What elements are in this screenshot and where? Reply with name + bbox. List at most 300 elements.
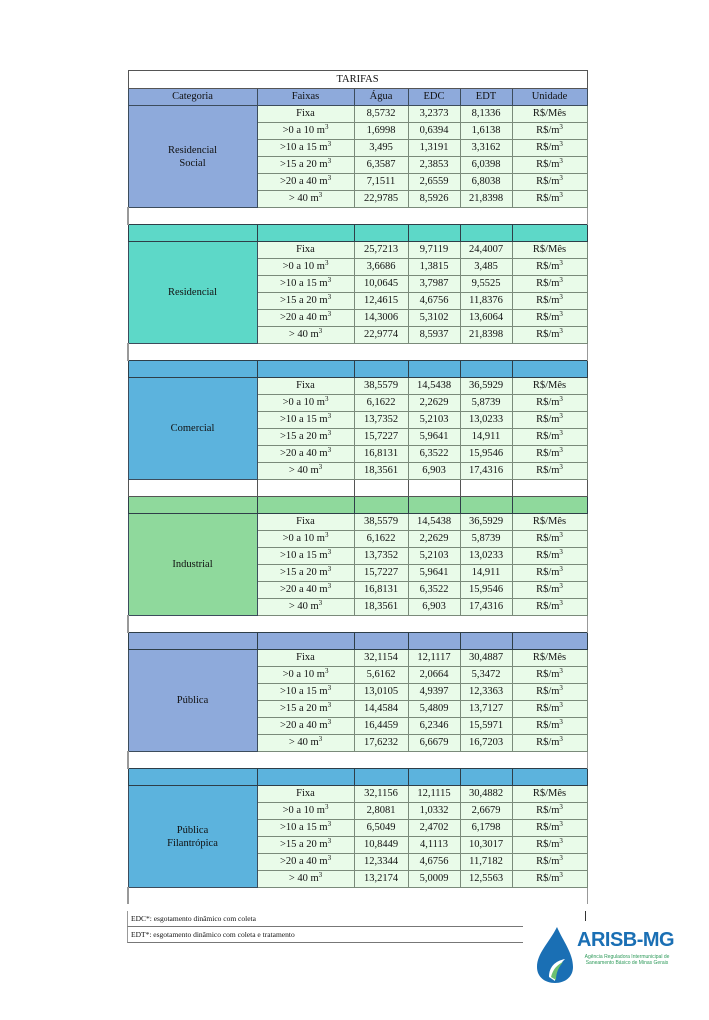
- section-band-cell: [128, 633, 257, 650]
- edc-value: 2,0664: [408, 667, 460, 684]
- unidade-label: R$/m: [536, 669, 560, 680]
- unidade-exponent: 3: [559, 276, 563, 284]
- edc-value: 5,0009: [408, 871, 460, 888]
- section-band-cell: [354, 225, 408, 242]
- unidade-label: R$/Mês: [532, 108, 567, 119]
- unidade-cell: [512, 599, 587, 616]
- faixa-cell: [257, 463, 354, 480]
- unidade-cell: [512, 531, 587, 548]
- faixa-label: >20 a 40 m: [279, 448, 328, 459]
- spacer-cell: [460, 480, 512, 497]
- edt-value: 5,3472: [460, 667, 512, 684]
- agua-value: 22,9785: [354, 191, 408, 208]
- unidade-label: R$/m: [536, 567, 560, 578]
- faixa-label: >15 a 20 m: [279, 431, 328, 442]
- faixa-exponent: 3: [324, 667, 329, 675]
- category-label: Pública: [176, 695, 209, 706]
- logo-subtitle: [577, 954, 677, 966]
- faixa-exponent: 3: [318, 191, 323, 199]
- faixa-label: >10 a 15 m: [279, 142, 328, 153]
- faixa-label: >10 a 15 m: [279, 414, 328, 425]
- faixa-label: >15 a 20 m: [279, 159, 328, 170]
- section-band-cell: [128, 225, 257, 242]
- unidade-cell: [512, 463, 587, 480]
- header-edc: EDC: [408, 89, 460, 106]
- faixa-exponent: 3: [324, 259, 329, 267]
- unidade-label: R$/m: [536, 142, 560, 153]
- table-row: [128, 106, 587, 123]
- faixa-exponent: 3: [327, 157, 332, 165]
- agua-value: 6,5049: [354, 820, 408, 837]
- faixa-cell: [257, 140, 354, 157]
- unidade-exponent: 3: [559, 854, 563, 862]
- section-band-row: [128, 497, 587, 514]
- faixa-cell: [257, 803, 354, 820]
- edt-value: 36,5929: [460, 514, 512, 531]
- unidade-exponent: 3: [559, 429, 563, 437]
- faixa-label: Fixa: [296, 380, 315, 391]
- unidade-label: R$/m: [536, 737, 560, 748]
- table-title: TARIFAS: [128, 71, 587, 89]
- agua-value: 18,3561: [354, 463, 408, 480]
- edc-value: 4,9397: [408, 684, 460, 701]
- unidade-exponent: 3: [559, 531, 563, 539]
- faixa-exponent: 3: [327, 582, 332, 590]
- faixa-exponent: 3: [327, 837, 332, 845]
- unidade-exponent: 3: [559, 446, 563, 454]
- unidade-label: R$/m: [536, 193, 560, 204]
- agua-value: 10,8449: [354, 837, 408, 854]
- unidade-cell: [512, 310, 587, 327]
- unidade-exponent: 3: [559, 735, 563, 743]
- faixa-label: >20 a 40 m: [279, 720, 328, 731]
- section-band-cell: [408, 225, 460, 242]
- agua-value: 8,5732: [354, 106, 408, 123]
- table-row: [128, 514, 587, 531]
- unidade-exponent: 3: [559, 412, 563, 420]
- unidade-cell: [512, 276, 587, 293]
- section-band-cell: [408, 633, 460, 650]
- unidade-label: R$/m: [536, 805, 560, 816]
- faixa-cell: [257, 395, 354, 412]
- section-band-cell: [512, 769, 587, 786]
- spacer-cell: [128, 752, 587, 769]
- edc-value: 5,2103: [408, 412, 460, 429]
- spacer-cell: [128, 480, 257, 497]
- agua-value: 25,7213: [354, 242, 408, 259]
- faixa-exponent: 3: [324, 123, 329, 131]
- edc-value: 5,2103: [408, 548, 460, 565]
- unidade-cell: [512, 718, 587, 735]
- agua-value: 38,5579: [354, 378, 408, 395]
- section-band-cell: [512, 497, 587, 514]
- unidade-exponent: 3: [559, 463, 563, 471]
- faixa-label: >20 a 40 m: [279, 584, 328, 595]
- edc-value: 8,5937: [408, 327, 460, 344]
- agua-value: 1,6998: [354, 123, 408, 140]
- section-band-cell: [408, 769, 460, 786]
- faixa-exponent: 3: [318, 463, 323, 471]
- edc-value: 14,5438: [408, 514, 460, 531]
- edt-value: 6,1798: [460, 820, 512, 837]
- agua-value: 3,495: [354, 140, 408, 157]
- section-band-cell: [257, 769, 354, 786]
- edt-value: 5,8739: [460, 531, 512, 548]
- agua-value: 38,5579: [354, 514, 408, 531]
- faixa-label: > 40 m: [288, 601, 319, 612]
- edt-value: 6,8038: [460, 174, 512, 191]
- faixa-cell: [257, 820, 354, 837]
- faixa-label: >0 a 10 m: [282, 261, 325, 272]
- edc-value: 0,6394: [408, 123, 460, 140]
- faixa-cell: [257, 735, 354, 752]
- faixa-cell: [257, 718, 354, 735]
- faixa-label: >0 a 10 m: [282, 669, 325, 680]
- edt-value: 3,485: [460, 259, 512, 276]
- table-right-border: [585, 911, 586, 921]
- edt-value: 30,4887: [460, 650, 512, 667]
- edc-value: 12,1117: [408, 650, 460, 667]
- unidade-cell: [512, 684, 587, 701]
- unidade-cell: [512, 820, 587, 837]
- faixa-cell: [257, 565, 354, 582]
- header-unidade: Unidade: [512, 89, 587, 106]
- header-edt: EDT: [460, 89, 512, 106]
- unidade-label: R$/m: [536, 550, 560, 561]
- unidade-label: R$/m: [536, 584, 560, 595]
- faixa-cell: [257, 276, 354, 293]
- category-label: Residencial: [168, 287, 217, 298]
- faixa-exponent: 3: [324, 803, 329, 811]
- faixa-exponent: 3: [327, 684, 332, 692]
- faixa-exponent: 3: [327, 548, 332, 556]
- spacer-row: [128, 480, 587, 497]
- faixa-exponent: 3: [327, 140, 332, 148]
- unidade-exponent: 3: [559, 718, 563, 726]
- edc-value: 9,7119: [408, 242, 460, 259]
- agua-value: 3,6686: [354, 259, 408, 276]
- agua-value: 5,6162: [354, 667, 408, 684]
- faixa-exponent: 3: [318, 599, 323, 607]
- unidade-cell: [512, 327, 587, 344]
- faixa-label: > 40 m: [288, 737, 319, 748]
- section-band-row: [128, 769, 587, 786]
- unidade-cell: [512, 650, 587, 667]
- edc-value: 3,7987: [408, 276, 460, 293]
- edc-value: 5,9641: [408, 429, 460, 446]
- faixa-cell: [257, 412, 354, 429]
- water-drop-icon: [535, 925, 575, 985]
- faixa-label: Fixa: [296, 108, 315, 119]
- agua-value: 15,7227: [354, 565, 408, 582]
- unidade-label: R$/m: [536, 295, 560, 306]
- faixa-cell: [257, 684, 354, 701]
- unidade-label: R$/m: [536, 278, 560, 289]
- unidade-label: R$/m: [536, 601, 560, 612]
- table-row: [128, 786, 587, 803]
- table-header-row: [128, 89, 587, 106]
- unidade-label: R$/Mês: [532, 516, 567, 527]
- unidade-label: R$/m: [536, 261, 560, 272]
- section-band-cell: [354, 361, 408, 378]
- faixa-cell: [257, 259, 354, 276]
- edt-value: 9,5525: [460, 276, 512, 293]
- faixa-cell: [257, 106, 354, 123]
- unidade-cell: [512, 786, 587, 803]
- faixa-label: > 40 m: [288, 329, 319, 340]
- unidade-cell: [512, 803, 587, 820]
- edt-value: 13,7127: [460, 701, 512, 718]
- category-cell: [128, 378, 257, 480]
- unidade-exponent: 3: [559, 837, 563, 845]
- header-categoria: Categoria: [128, 89, 257, 106]
- section-band-cell: [460, 497, 512, 514]
- edt-value: 6,0398: [460, 157, 512, 174]
- unidade-exponent: 3: [559, 157, 563, 165]
- faixa-cell: [257, 667, 354, 684]
- edt-value: 12,5563: [460, 871, 512, 888]
- edt-value: 14,911: [460, 565, 512, 582]
- section-band-cell: [512, 361, 587, 378]
- faixa-exponent: 3: [327, 276, 332, 284]
- agua-value: 16,8131: [354, 446, 408, 463]
- faixa-cell: [257, 514, 354, 531]
- faixa-cell: [257, 701, 354, 718]
- unidade-cell: [512, 735, 587, 752]
- spacer-cell: [257, 480, 354, 497]
- category-label: Pública: [176, 824, 209, 836]
- edc-value: 6,2346: [408, 718, 460, 735]
- faixa-label: Fixa: [296, 788, 315, 799]
- unidade-cell: [512, 871, 587, 888]
- logo-name: ARISB-MG: [577, 929, 675, 951]
- unidade-cell: [512, 293, 587, 310]
- unidade-cell: [512, 701, 587, 718]
- category-cell: [128, 650, 257, 752]
- edc-value: 1,3191: [408, 140, 460, 157]
- edt-value: 17,4316: [460, 463, 512, 480]
- unidade-label: R$/m: [536, 533, 560, 544]
- unidade-cell: [512, 837, 587, 854]
- faixa-exponent: 3: [327, 174, 332, 182]
- unidade-cell: [512, 854, 587, 871]
- edt-value: 1,6138: [460, 123, 512, 140]
- logo-subtitle-line2: Saneamento Básico de Minas Gerais: [585, 960, 669, 966]
- section-band-cell: [408, 497, 460, 514]
- edc-value: 8,5926: [408, 191, 460, 208]
- edc-value: 5,4809: [408, 701, 460, 718]
- edc-value: 6,3522: [408, 582, 460, 599]
- edt-value: 36,5929: [460, 378, 512, 395]
- spacer-cell: [128, 208, 587, 225]
- unidade-cell: [512, 582, 587, 599]
- unidade-exponent: 3: [559, 548, 563, 556]
- tariff-table: [127, 70, 588, 904]
- faixa-label: Fixa: [296, 652, 315, 663]
- section-band-cell: [257, 633, 354, 650]
- agua-value: 14,4584: [354, 701, 408, 718]
- edc-value: 2,2629: [408, 395, 460, 412]
- unidade-cell: [512, 429, 587, 446]
- unidade-exponent: 3: [559, 871, 563, 879]
- faixa-cell: [257, 599, 354, 616]
- agua-value: 15,7227: [354, 429, 408, 446]
- agua-value: 7,1511: [354, 174, 408, 191]
- faixa-label: >10 a 15 m: [279, 686, 328, 697]
- faixa-exponent: 3: [327, 293, 332, 301]
- spacer-row: [128, 208, 587, 225]
- unidade-label: R$/m: [536, 856, 560, 867]
- edt-value: 15,9546: [460, 446, 512, 463]
- unidade-label: R$/Mês: [532, 788, 567, 799]
- agua-value: 18,3561: [354, 599, 408, 616]
- section-band-cell: [512, 225, 587, 242]
- faixa-exponent: 3: [327, 310, 332, 318]
- section-band-cell: [512, 633, 587, 650]
- faixa-label: >15 a 20 m: [279, 703, 328, 714]
- agua-value: 6,3587: [354, 157, 408, 174]
- section-band-cell: [354, 769, 408, 786]
- table-row: [128, 650, 587, 667]
- section-band-cell: [257, 361, 354, 378]
- unidade-exponent: 3: [559, 140, 563, 148]
- unidade-label: R$/m: [536, 703, 560, 714]
- agua-value: 10,0645: [354, 276, 408, 293]
- faixa-label: >20 a 40 m: [279, 856, 328, 867]
- unidade-label: R$/m: [536, 329, 560, 340]
- faixa-label: Fixa: [296, 516, 315, 527]
- unidade-cell: [512, 123, 587, 140]
- unidade-cell: [512, 565, 587, 582]
- table-title-row: [128, 71, 587, 89]
- unidade-cell: [512, 412, 587, 429]
- unidade-label: R$/m: [536, 822, 560, 833]
- edc-value: 1,3815: [408, 259, 460, 276]
- faixa-cell: [257, 429, 354, 446]
- unidade-cell: [512, 106, 587, 123]
- unidade-exponent: 3: [559, 667, 563, 675]
- edt-value: 15,9546: [460, 582, 512, 599]
- faixa-exponent: 3: [327, 820, 332, 828]
- faixa-exponent: 3: [324, 531, 329, 539]
- faixa-cell: [257, 327, 354, 344]
- tariff-sheet: [127, 70, 586, 904]
- edt-value: 14,911: [460, 429, 512, 446]
- unidade-exponent: 3: [559, 582, 563, 590]
- faixa-cell: [257, 786, 354, 803]
- header-faixas: Faixas: [257, 89, 354, 106]
- edt-value: 2,6679: [460, 803, 512, 820]
- agua-value: 22,9774: [354, 327, 408, 344]
- section-band-cell: [460, 361, 512, 378]
- spacer-row: [128, 344, 587, 361]
- spacer-cell: [408, 480, 460, 497]
- faixa-exponent: 3: [327, 701, 332, 709]
- faixa-cell: [257, 174, 354, 191]
- faixa-label: >0 a 10 m: [282, 125, 325, 136]
- edc-value: 6,6679: [408, 735, 460, 752]
- footnote-edt: EDT*: esgotamento dinâmico com coleta e tratamento: [127, 927, 523, 943]
- edc-value: 2,6559: [408, 174, 460, 191]
- faixa-cell: [257, 123, 354, 140]
- unidade-label: R$/m: [536, 159, 560, 170]
- unidade-label: R$/m: [536, 431, 560, 442]
- category-label: Residencial: [168, 144, 217, 156]
- faixa-exponent: 3: [327, 446, 332, 454]
- agua-value: 12,3344: [354, 854, 408, 871]
- faixa-cell: [257, 854, 354, 871]
- faixa-label: >0 a 10 m: [282, 533, 325, 544]
- unidade-cell: [512, 259, 587, 276]
- edt-value: 30,4882: [460, 786, 512, 803]
- unidade-cell: [512, 242, 587, 259]
- faixa-cell: [257, 446, 354, 463]
- edt-value: 13,0233: [460, 548, 512, 565]
- agua-value: 6,1622: [354, 531, 408, 548]
- category-cell: [128, 786, 257, 888]
- section-band-row: [128, 225, 587, 242]
- category-label: Social: [179, 157, 206, 169]
- logo-subtitle-line1: Agência Reguladora Intermunicipal de: [584, 954, 670, 960]
- agua-value: 32,1156: [354, 786, 408, 803]
- unidade-exponent: 3: [559, 123, 563, 131]
- edc-value: 4,1113: [408, 837, 460, 854]
- unidade-label: R$/m: [536, 397, 560, 408]
- agua-value: 6,1622: [354, 395, 408, 412]
- faixa-cell: [257, 837, 354, 854]
- faixa-label: >0 a 10 m: [282, 805, 325, 816]
- faixa-exponent: 3: [318, 735, 323, 743]
- unidade-exponent: 3: [559, 259, 563, 267]
- faixa-cell: [257, 650, 354, 667]
- unidade-exponent: 3: [559, 684, 563, 692]
- spacer-cell: [128, 888, 587, 905]
- faixa-exponent: 3: [327, 718, 332, 726]
- edt-value: 5,8739: [460, 395, 512, 412]
- edt-value: 21,8398: [460, 191, 512, 208]
- faixa-label: >15 a 20 m: [279, 295, 328, 306]
- faixa-cell: [257, 871, 354, 888]
- edt-value: 24,4007: [460, 242, 512, 259]
- faixa-cell: [257, 191, 354, 208]
- agua-value: 13,2174: [354, 871, 408, 888]
- header-agua: Água: [354, 89, 408, 106]
- unidade-exponent: 3: [559, 565, 563, 573]
- agua-value: 14,3006: [354, 310, 408, 327]
- edt-value: 17,4316: [460, 599, 512, 616]
- spacer-row: [128, 888, 587, 905]
- edc-value: 12,1115: [408, 786, 460, 803]
- faixa-label: >0 a 10 m: [282, 397, 325, 408]
- edc-value: 4,6756: [408, 854, 460, 871]
- table-row: [128, 242, 587, 259]
- section-band-cell: [128, 361, 257, 378]
- faixa-cell: [257, 293, 354, 310]
- unidade-label: R$/m: [536, 720, 560, 731]
- unidade-label: R$/Mês: [532, 652, 567, 663]
- faixa-label: >20 a 40 m: [279, 312, 328, 323]
- faixa-exponent: 3: [327, 854, 332, 862]
- unidade-cell: [512, 395, 587, 412]
- edc-value: 5,3102: [408, 310, 460, 327]
- faixa-exponent: 3: [327, 429, 332, 437]
- edc-value: 6,903: [408, 463, 460, 480]
- faixa-cell: [257, 310, 354, 327]
- spacer-cell: [354, 480, 408, 497]
- faixa-label: > 40 m: [288, 193, 319, 204]
- unidade-exponent: 3: [559, 293, 563, 301]
- edt-value: 15,5971: [460, 718, 512, 735]
